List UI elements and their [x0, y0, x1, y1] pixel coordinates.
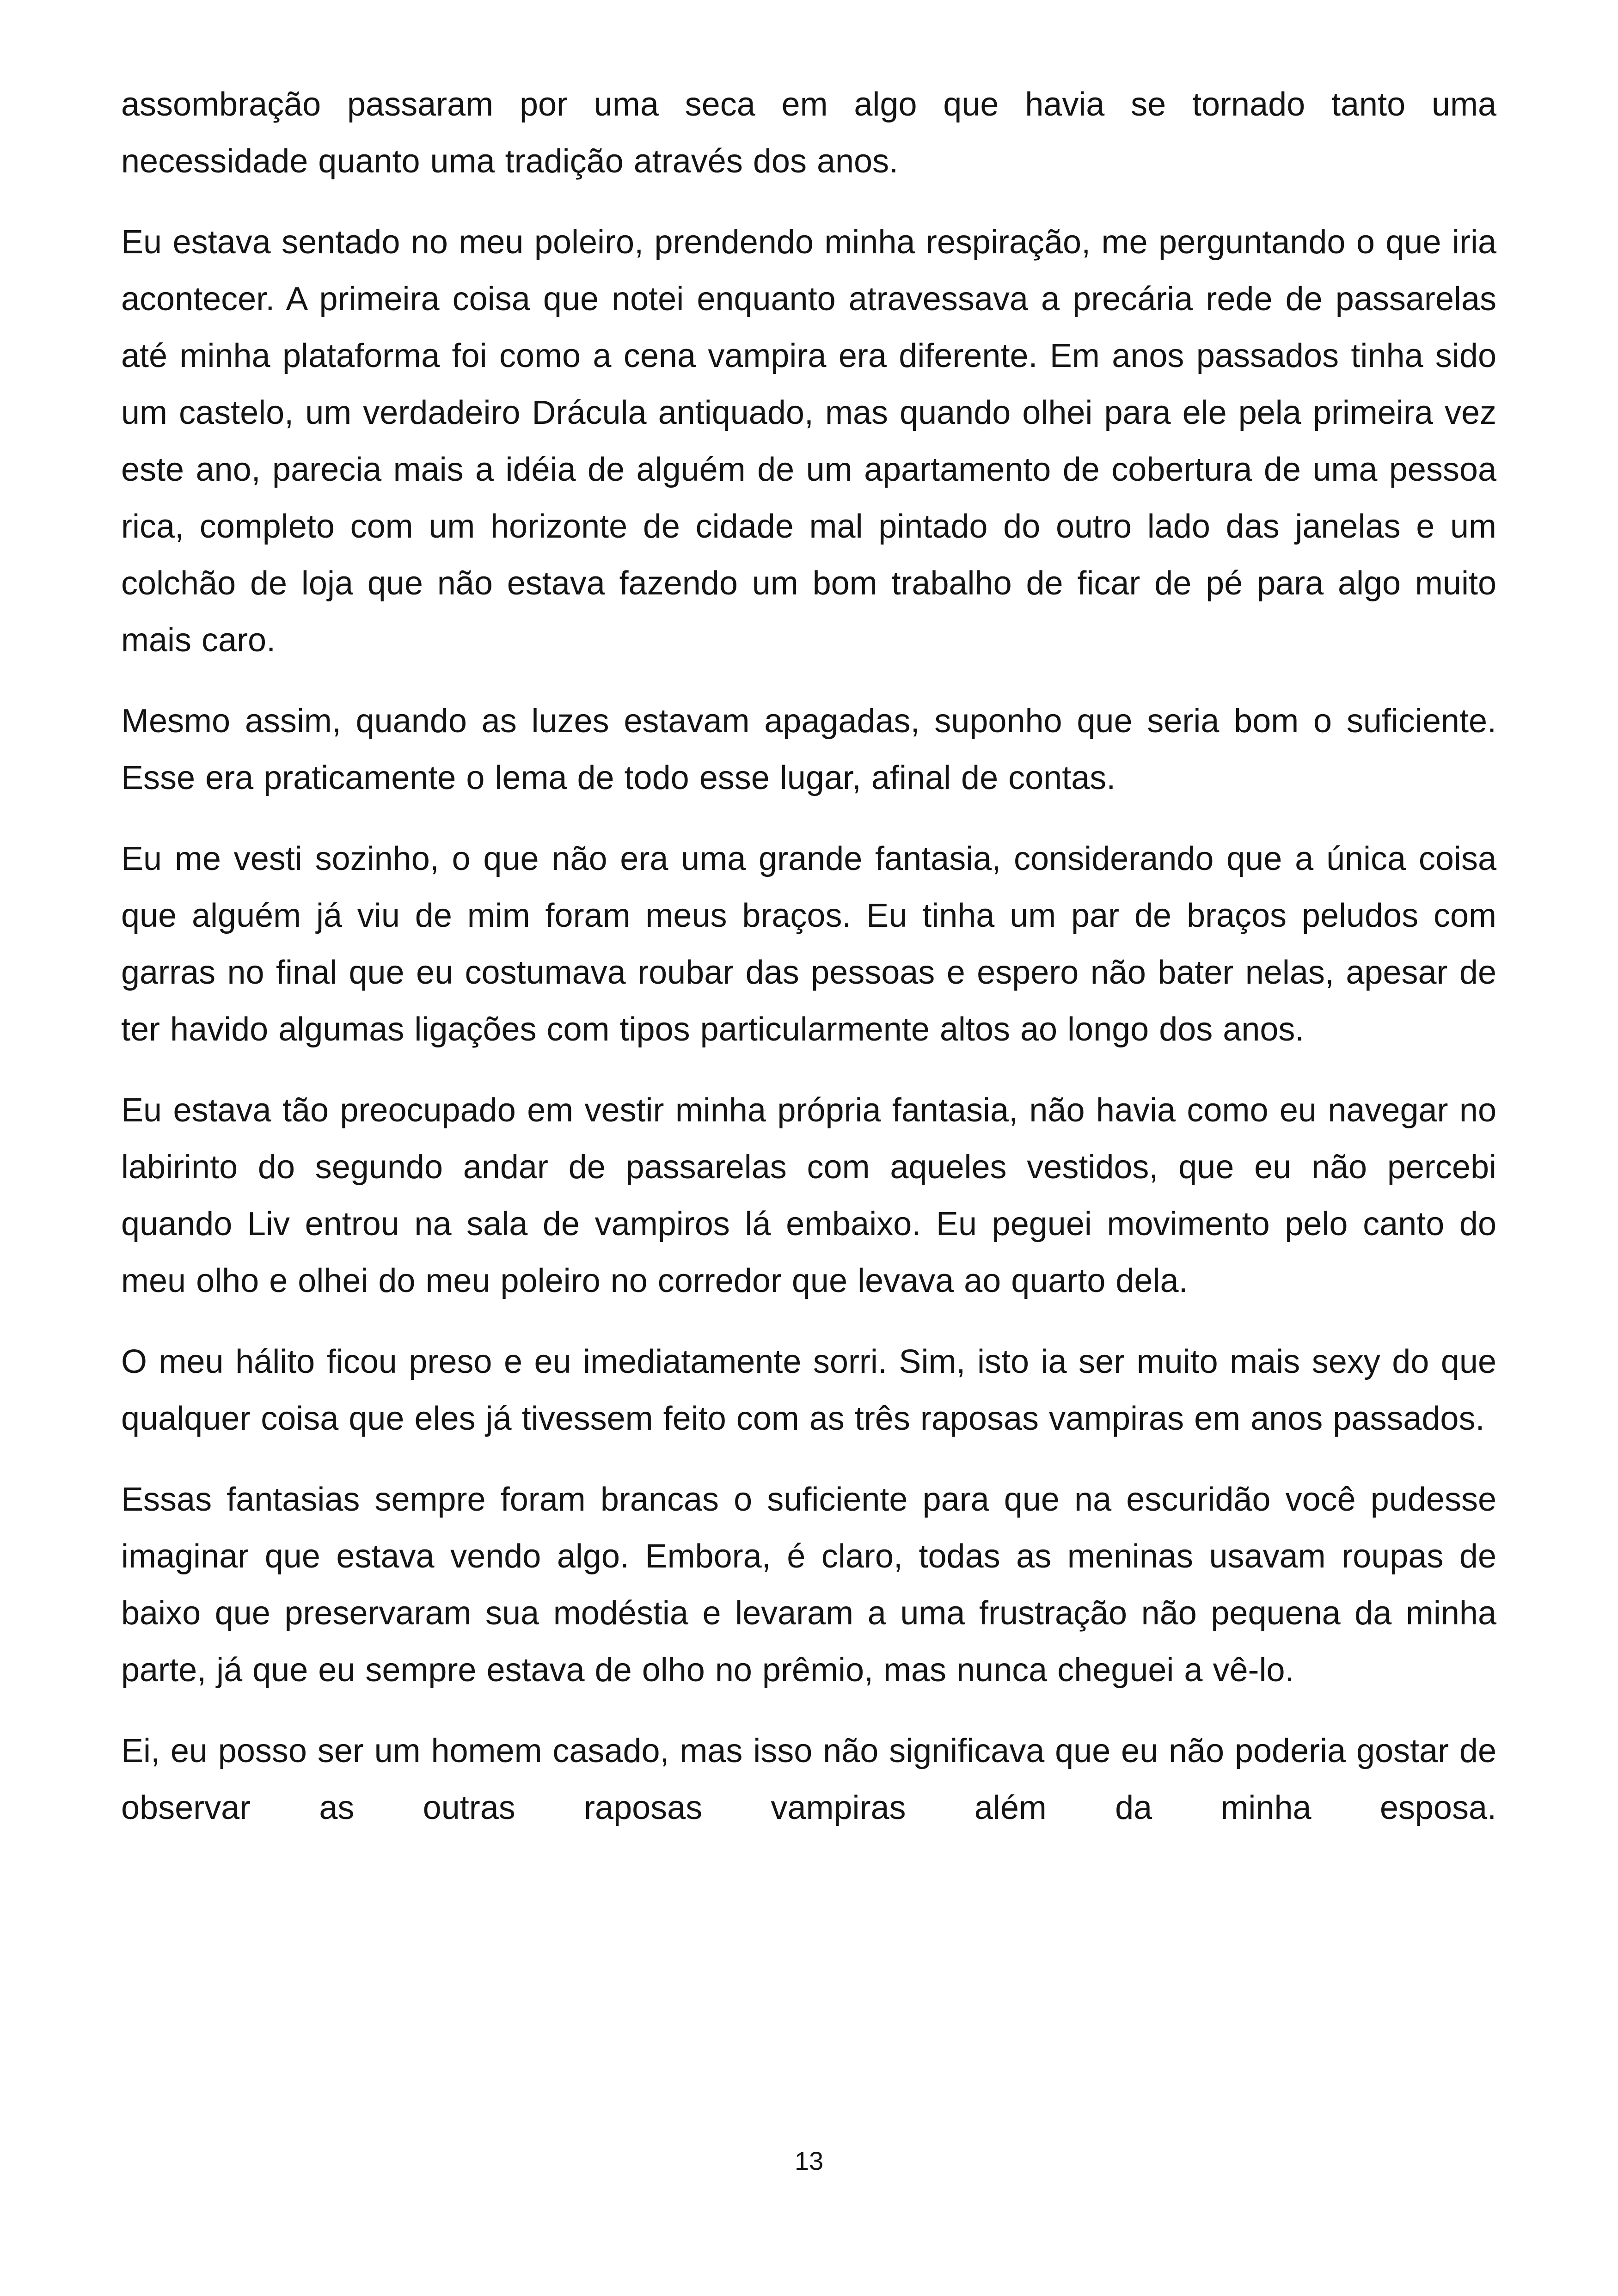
paragraph-4: Eu me vesti sozinho, o que não era uma grande fantasia, considerando que a única coisa que alguém já viu de mim foram meus braços. Eu tinha um par de braços peludos com garras no final que eu costumava roubar das pessoas e espero não bater nelas, apesar de ter havido algumas ligações com tipos particularmente altos ao longo dos anos.	[121, 840, 1496, 1048]
paragraph-2: Eu estava sentado no meu poleiro, prendendo minha respiração, me perguntando o que iria acontecer. A primeira coisa que notei enquanto atravessava a precária rede de passarelas até minha plataforma foi como a cena vampira era diferente. Em anos passados tinha sido um castelo, um verdadeiro Drácula antiquado, mas quando olhei para ele pela primeira vez este ano, parecia mais a idéia de alguém de um apartamento de cobertura de uma pessoa rica, completo com um horizonte de cidade mal pintado do outro lado das janelas e um colchão de loja que não estava fazendo um bom trabalho de ficar de pé para algo muito mais caro.	[121, 224, 1496, 659]
paragraph-6: O meu hálito ficou preso e eu imediatamente sorri. Sim, isto ia ser muito mais sexy do que qualquer coisa que eles já tivessem feito com as três raposas vampiras em anos passados.	[121, 1343, 1496, 1437]
paragraph-3: Mesmo assim, quando as luzes estavam apagadas, suponho que seria bom o suficiente. Esse era praticamente o lema de todo esse lugar, afinal de contas.	[121, 703, 1496, 796]
page-number: 13	[794, 2146, 824, 2175]
paragraph-8: Ei, eu posso ser um homem casado, mas isso não significava que eu não poderia gostar de observar as outras raposas vampiras além da minha esposa.	[121, 1733, 1496, 1826]
body-text	[121, 76, 1496, 1837]
paragraph-5: Eu estava tão preocupado em vestir minha própria fantasia, não havia como eu navegar no labirinto do segundo andar de passarelas com aqueles vestidos, que eu não percebi quando Liv entrou na sala de vampiros lá embaixo. Eu peguei movimento pelo canto do meu olho e olhei do meu poleiro no corredor que levava ao quarto dela.	[121, 1092, 1496, 1299]
paragraph-1: assombração passaram por uma seca em algo que havia se tornado tanto uma necessidade quanto uma tradição através dos anos.	[121, 86, 1496, 180]
paragraph-7: Essas fantasias sempre foram brancas o suficiente para que na escuridão você pudesse imaginar que estava vendo algo. Embora, é claro, todas as meninas usavam roupas de baixo que preservaram sua modéstia e levaram a uma frustração não pequena da minha parte, já que eu sempre estava de olho no prêmio, mas nunca cheguei a vê-lo.	[121, 1481, 1496, 1689]
